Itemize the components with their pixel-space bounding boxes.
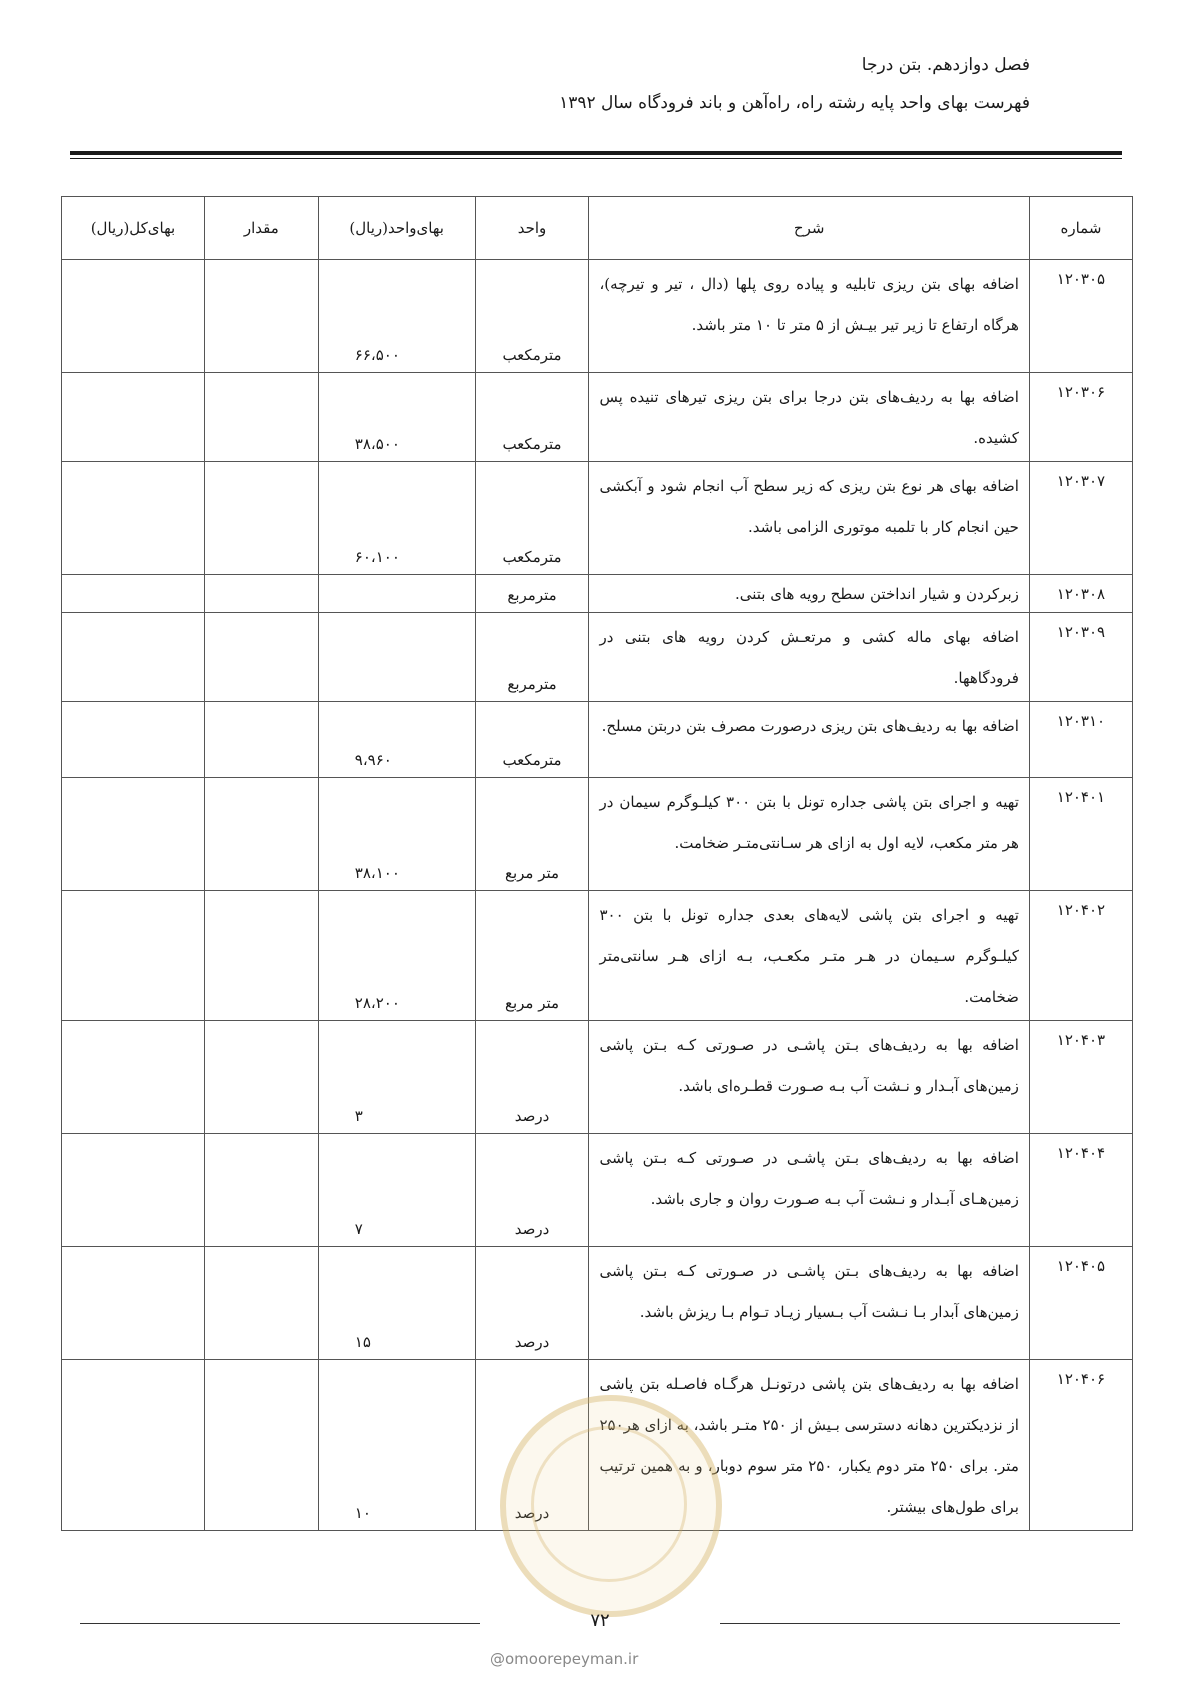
row-number: ۱۲۰۴۰۵ [1029,1247,1132,1360]
row-description: اضافه بهای هر نوع بتن ریزی که زیر سطح آب انجام شود و آبکشی حین انجام کار با تلمبه موتوری الزامی باشد. [589,462,1029,575]
row-total-price [62,1134,205,1247]
col-header-unit: واحد [475,197,589,260]
row-quantity [204,778,318,891]
row-description: زبرکردن و شیار انداختن سطح رویه های بتنی. [589,575,1029,613]
row-number: ۱۲۰۳۰۵ [1029,260,1132,373]
table-row [62,613,1133,702]
row-unit: درصد [475,1360,589,1531]
header-rule-thin [70,158,1122,159]
table-row [62,1247,1133,1360]
row-quantity [204,260,318,373]
col-header-number: شماره [1029,197,1132,260]
col-header-description: شرح [589,197,1029,260]
row-unit: مترمکعب [475,260,589,373]
row-number: ۱۲۰۳۱۰ [1029,702,1132,778]
chapter-title: فصل دوازدهم. بتن درجا [861,55,1030,75]
row-unit: مترمکعب [475,373,589,462]
row-unit-price: ۳۸،۵۰۰ [318,373,475,462]
row-number: ۱۲۰۴۰۴ [1029,1134,1132,1247]
row-description: اضافه بها به ردیف‌های بـتن پاشـی در صـورتی کـه بـتن پاشی زمین‌های آبـدار و نـشت آب بـه صـورت قطـره‌ای باشد. [589,1021,1029,1134]
row-quantity [204,1021,318,1134]
table-header-row [62,197,1133,260]
col-header-total-price: بهای‌کل(ریال) [62,197,205,260]
row-unit-price: ۱۵ [318,1247,475,1360]
table-row [62,1360,1133,1531]
page-number: ۷۲ [590,1610,610,1631]
row-quantity [204,613,318,702]
row-unit: درصد [475,1247,589,1360]
header-rule-thick [70,151,1122,155]
row-unit-price: ۶۶،۵۰۰ [318,260,475,373]
row-number: ۱۲۰۴۰۶ [1029,1360,1132,1531]
row-unit: مترمربع [475,575,589,613]
row-unit: مترمربع [475,613,589,702]
document-subtitle: فهرست بهای واحد پایه رشته راه، راه‌آهن و باند فرودگاه سال ۱۳۹۲ [559,93,1030,113]
row-total-price [62,1360,205,1531]
row-unit-price: ۳۸،۱۰۰ [318,778,475,891]
row-total-price [62,1247,205,1360]
table-row [62,778,1133,891]
row-total-price [62,1021,205,1134]
row-unit-price: ۹،۹۶۰ [318,702,475,778]
row-total-price [62,778,205,891]
table-row [62,891,1133,1021]
row-quantity [204,575,318,613]
row-total-price [62,702,205,778]
row-quantity [204,891,318,1021]
row-description: اضافه بها به ردیف‌های بتن ریزی درصورت مصرف بتن دربتن مسلح. [589,702,1029,778]
price-table [61,196,1133,1531]
row-description: اضافه بها به ردیف‌های بـتن پاشـی در صـورتی کـه بـتن پاشی زمین‌هـای آبـدار و نـشت آب بـه صـورت روان و جاری باشد. [589,1134,1029,1247]
row-unit: متر مربع [475,778,589,891]
table-row [62,462,1133,575]
row-unit-price [318,613,475,702]
row-description: اضافه بها به ردیف‌های بـتن پاشـی در صـورتی کـه بـتن پاشی زمین‌های آبدار بـا نـشت آب بـسیار زیـاد تـوام بـا ریزش باشد. [589,1247,1029,1360]
row-unit: درصد [475,1021,589,1134]
row-number: ۱۲۰۳۰۸ [1029,575,1132,613]
row-unit-price: ۲۸،۲۰۰ [318,891,475,1021]
row-unit-price: ۶۰،۱۰۰ [318,462,475,575]
row-unit: مترمکعب [475,702,589,778]
table-row [62,575,1133,613]
row-quantity [204,1134,318,1247]
table-row [62,373,1133,462]
row-unit: مترمکعب [475,462,589,575]
col-header-quantity: مقدار [204,197,318,260]
row-description: تهیه و اجرای بتن پاشی لایه‌های بعدی جداره تونل با بتن ۳۰۰ کیلـوگرم سـیمان در هـر متـر مکعـب، بـه ازای هـر سانتی‌متر ضخامت. [589,891,1029,1021]
row-number: ۱۲۰۳۰۶ [1029,373,1132,462]
row-quantity [204,1360,318,1531]
table-row [62,1021,1133,1134]
row-quantity [204,462,318,575]
row-total-price [62,260,205,373]
row-unit: متر مربع [475,891,589,1021]
row-number: ۱۲۰۴۰۱ [1029,778,1132,891]
row-description: اضافه بها به ردیف‌های بتن درجا برای بتن ریزی تیرهای تنیده پس کشیده. [589,373,1029,462]
row-total-price [62,613,205,702]
row-unit-price: ۱۰ [318,1360,475,1531]
row-description: اضافه بهای ماله کشی و مرتعـش کردن رویه های بتنی در فرودگاهها. [589,613,1029,702]
row-quantity [204,373,318,462]
row-number: ۱۲۰۴۰۳ [1029,1021,1132,1134]
row-quantity [204,702,318,778]
page-header [120,52,1030,116]
row-description: اضافه بهای بتن ریزی تابلیه و پیاده روی پلها (دال ، تیر و تیرچه)، هرگاه ارتفاع تا زیر تیر بیـش از ۵ متر تا ۱۰ متر باشد. [589,260,1029,373]
row-description: تهیه و اجرای بتن پاشی جداره تونل با بتن ۳۰۰ کیلـوگرم سیمان در هر متر مکعب، لایه اول به ازای هر سـانتی‌متـر ضخامت. [589,778,1029,891]
row-number: ۱۲۰۴۰۲ [1029,891,1132,1021]
row-unit-price [318,575,475,613]
row-number: ۱۲۰۳۰۷ [1029,462,1132,575]
row-unit-price: ۷ [318,1134,475,1247]
footer-rule-left [80,1623,480,1624]
row-quantity [204,1247,318,1360]
footer-rule-right [720,1623,1120,1624]
row-total-price [62,575,205,613]
row-total-price [62,891,205,1021]
row-total-price [62,373,205,462]
website-watermark: @omoorepeyman.ir [490,1650,639,1668]
row-description: اضافه بها به ردیف‌های بتن پاشی درتونـل هرگـاه فاصـله بتن پاشی از نزدیکترین دهانه دسترسی بـیش از ۲۵۰ متـر باشد، به ازای هر۲۵۰ متر. برای ۲۵۰ متر دوم یکبار، ۲۵۰ متر سوم دوبار، و به همین ترتیب برای طول‌های بیشتر. [589,1360,1029,1531]
table-row [62,260,1133,373]
row-unit-price: ۳ [318,1021,475,1134]
row-total-price [62,462,205,575]
row-number: ۱۲۰۳۰۹ [1029,613,1132,702]
table-row [62,702,1133,778]
col-header-unit-price: بهای‌واحد(ریال) [318,197,475,260]
row-unit: درصد [475,1134,589,1247]
table-row [62,1134,1133,1247]
